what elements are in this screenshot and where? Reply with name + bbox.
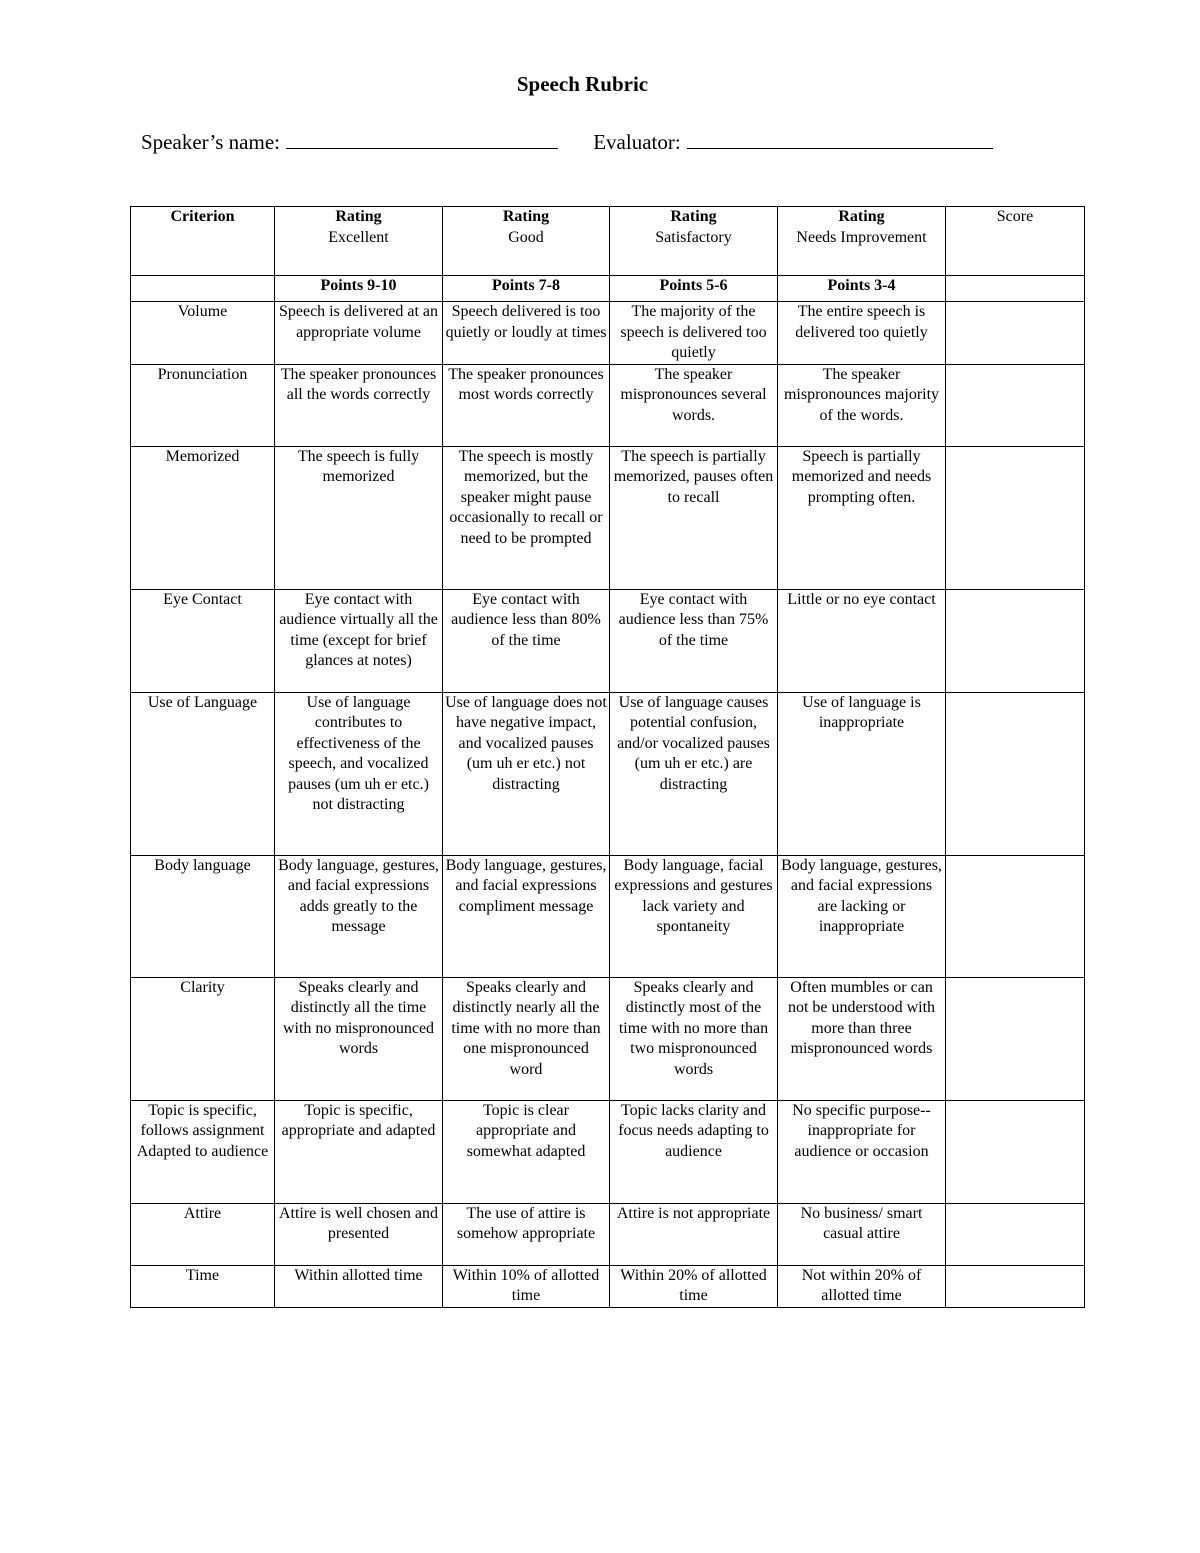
rating-header-satisfactory: Rating Satisfactory [610,207,778,276]
score-cell[interactable] [946,855,1085,977]
name-fields [141,126,993,155]
header-row [131,207,1085,276]
points-score-blank [946,276,1085,302]
speaker-name-blank[interactable] [286,126,558,149]
criterion-cell: Attire [131,1203,275,1265]
rating-description-cell: Use of language causes potential confusion, and/or vocalized pauses (um uh er etc.) are distracting [610,692,778,855]
score-cell[interactable] [946,589,1085,692]
rating-description-cell: Eye contact with audience virtually all the time (except for brief glances at notes) [275,589,443,692]
rating-description-cell: Topic is clear appropriate and somewhat adapted [443,1100,610,1203]
table-row [131,1265,1085,1307]
rating-description-cell: Attire is well chosen and presented [275,1203,443,1265]
rating-description-cell: The speaker mispronounces majority of the words. [778,364,946,446]
rating-description-cell: The majority of the speech is delivered too quietly [610,302,778,365]
rubric-table [130,206,1085,1308]
score-cell[interactable] [946,446,1085,589]
rating-header-needs-improvement: Rating Needs Improvement [778,207,946,276]
criterion-cell: Time [131,1265,275,1307]
points-needs-improvement: Points 3-4 [778,276,946,302]
evaluator-label: Evaluator: [593,130,681,154]
rating-description-cell: Eye contact with audience less than 80% of the time [443,589,610,692]
rating-description-cell: Within 10% of allotted time [443,1265,610,1307]
rating-description-cell: Body language, gestures, and facial expressions are lacking or inappropriate [778,855,946,977]
rating-description-cell: No business/ smart casual attire [778,1203,946,1265]
rating-description-cell: Use of language does not have negative impact, and vocalized pauses (um uh er etc.) not distracting [443,692,610,855]
rating-description-cell: The speech is mostly memorized, but the speaker might pause occasionally to recall or need to be prompted [443,446,610,589]
rating-description-cell: Speech delivered is too quietly or loudly at times [443,302,610,365]
table-row [131,977,1085,1100]
rating-description-cell: Often mumbles or can not be understood with more than three mispronounced words [778,977,946,1100]
table-row [131,855,1085,977]
table-row [131,692,1085,855]
table-row [131,364,1085,446]
rating-description-cell: The use of attire is somehow appropriate [443,1203,610,1265]
rating-header-excellent: Rating Excellent [275,207,443,276]
rating-description-cell: Attire is not appropriate [610,1203,778,1265]
score-cell[interactable] [946,302,1085,365]
points-row [131,276,1085,302]
score-cell[interactable] [946,1203,1085,1265]
page-title: Speech Rubric [516,72,649,96]
evaluator-blank[interactable] [687,126,993,149]
criterion-cell: Body language [131,855,275,977]
table-row [131,1100,1085,1203]
rating-description-cell: The entire speech is delivered too quietly [778,302,946,365]
rating-description-cell: Body language, facial expressions and gestures lack variety and spontaneity [610,855,778,977]
rating-description-cell: Use of language contributes to effectiveness of the speech, and vocalized pauses (um uh er etc.) not distracting [275,692,443,855]
rating-description-cell: Use of language is inappropriate [778,692,946,855]
criterion-cell: Volume [131,302,275,365]
rating-description-cell: Within allotted time [275,1265,443,1307]
criterion-cell: Pronunciation [131,364,275,446]
rating-description-cell: Not within 20% of allotted time [778,1265,946,1307]
criterion-cell: Eye Contact [131,589,275,692]
points-satisfactory: Points 5-6 [610,276,778,302]
rating-description-cell: Topic lacks clarity and focus needs adapting to audience [610,1100,778,1203]
rating-description-cell: Eye contact with audience less than 75% of the time [610,589,778,692]
rating-description-cell: Speech is delivered at an appropriate volume [275,302,443,365]
rating-description-cell: The speaker pronounces all the words correctly [275,364,443,446]
table-row [131,1203,1085,1265]
speaker-name-label: Speaker’s name: [141,130,280,154]
rating-description-cell: Speech is partially memorized and needs prompting often. [778,446,946,589]
points-blank [131,276,275,302]
rating-description-cell: The speaker mispronounces several words. [610,364,778,446]
score-cell[interactable] [946,1100,1085,1203]
criterion-cell: Memorized [131,446,275,589]
rating-description-cell: Within 20% of allotted time [610,1265,778,1307]
rating-description-cell: The speaker pronounces most words correctly [443,364,610,446]
table-row [131,302,1085,365]
rating-description-cell: Speaks clearly and distinctly nearly all the time with no more than one mispronounced word [443,977,610,1100]
rating-description-cell: Body language, gestures, and facial expressions compliment message [443,855,610,977]
rating-description-cell: Topic is specific, appropriate and adapted [275,1100,443,1203]
score-header: Score [946,207,1085,276]
rating-description-cell: No specific purpose-- inappropriate for audience or occasion [778,1100,946,1203]
rating-description-cell: Little or no eye contact [778,589,946,692]
points-excellent: Points 9-10 [275,276,443,302]
criterion-header: Criterion [131,207,275,276]
rating-description-cell: Speaks clearly and distinctly most of the time with no more than two mispronounced words [610,977,778,1100]
rating-description-cell: The speech is partially memorized, pauses often to recall [610,446,778,589]
criterion-cell: Topic is specific, follows assignment Adapted to audience [131,1100,275,1203]
points-good: Points 7-8 [443,276,610,302]
score-cell[interactable] [946,692,1085,855]
score-cell[interactable] [946,977,1085,1100]
table-row [131,446,1085,589]
rating-header-good: Rating Good [443,207,610,276]
criterion-cell: Use of Language [131,692,275,855]
criterion-cell: Clarity [131,977,275,1100]
score-cell[interactable] [946,364,1085,446]
rating-description-cell: The speech is fully memorized [275,446,443,589]
score-cell[interactable] [946,1265,1085,1307]
rating-description-cell: Speaks clearly and distinctly all the time with no mispronounced words [275,977,443,1100]
rating-description-cell: Body language, gestures, and facial expressions adds greatly to the message [275,855,443,977]
table-row [131,589,1085,692]
